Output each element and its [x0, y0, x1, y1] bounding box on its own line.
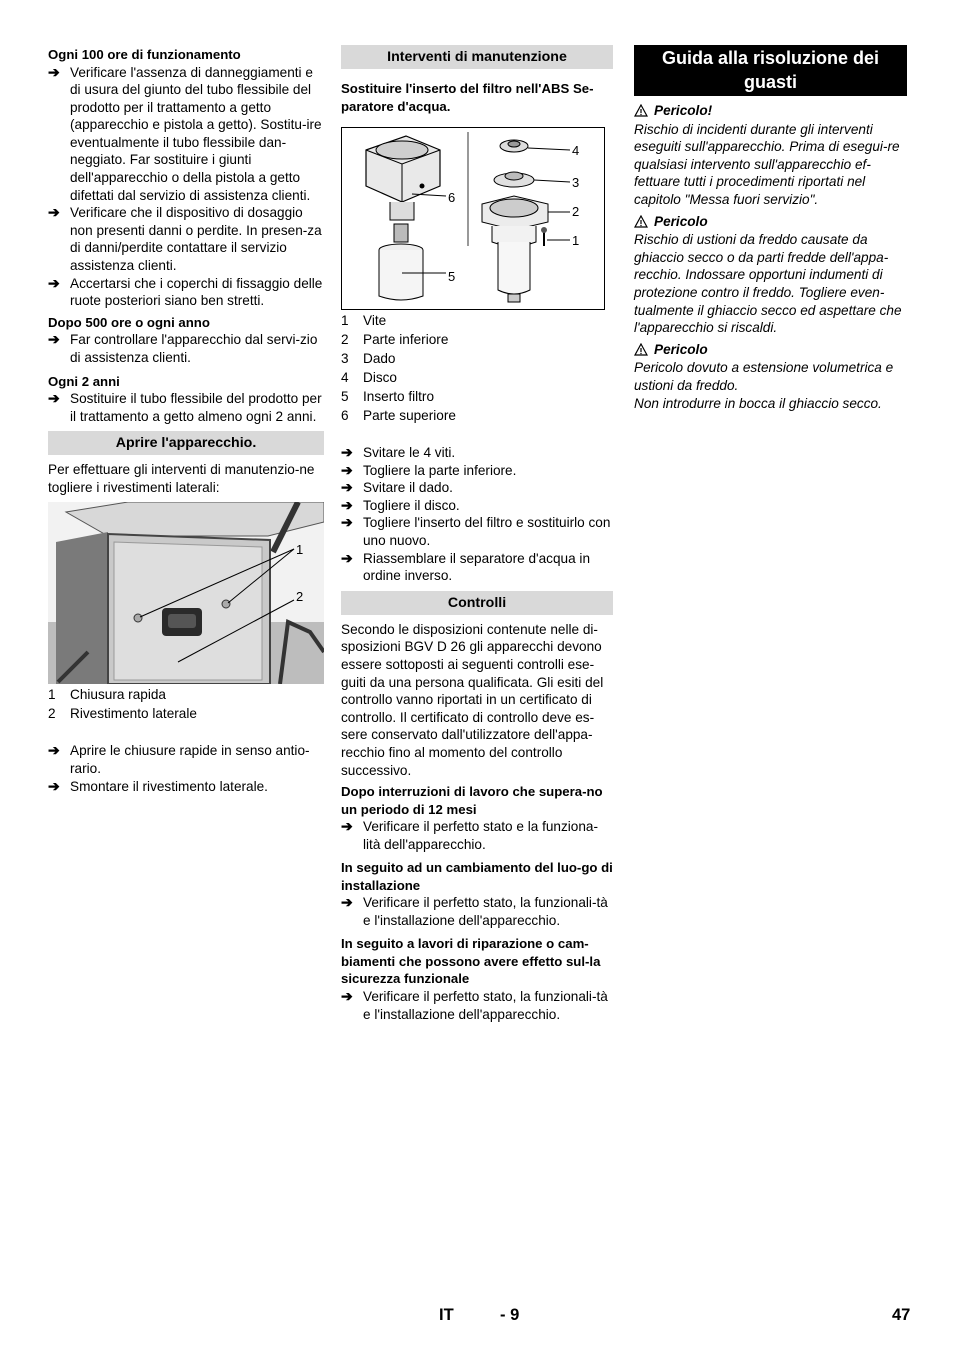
legend-item [341, 331, 613, 350]
warning-text: Pericolo dovuto a estensione volumetrica e ustioni da freddo. [634, 360, 894, 393]
right-arrow-icon: ➔ [341, 479, 353, 496]
legend-number: 2 [48, 706, 56, 722]
step-text: Togliere l'inserto del filtro e sostituirlo con uno nuovo. [363, 515, 611, 548]
step-list [341, 444, 613, 585]
warning-heading [634, 213, 907, 231]
legend-number: 1 [48, 687, 56, 703]
step-item [341, 818, 613, 853]
legend-item [341, 388, 613, 407]
warning-heading [634, 341, 907, 359]
figure-legend [48, 686, 324, 724]
step-text: Riassemblare il separatore d'acqua in ordine inverso. [363, 550, 591, 584]
diagram-callout-3: 3 [572, 175, 580, 190]
section-heading: Ogni 100 ore di funzionamento [48, 47, 241, 62]
section-heading: Dopo 500 ore o ogni anno [48, 314, 210, 330]
step-item [48, 204, 324, 274]
step-text: Verificare il perfetto stato, la funzionali-tà e l'installazione dell'apparecchio. [363, 895, 608, 928]
step-text: Verificare il perfetto stato, la funzionali-tà e l'installazione dell'apparecchio. [363, 988, 608, 1022]
filter-diagram-svg [342, 128, 604, 309]
step-item [341, 497, 613, 515]
right-arrow-icon: ➔ [48, 777, 60, 794]
chapter-title: Guida alla risoluzione dei guasti [634, 45, 907, 96]
right-arrow-icon: ➔ [341, 514, 353, 531]
right-arrow-icon: ➔ [341, 818, 353, 835]
controls-case-heading: In seguito a lavori di riparazione o cam-biamenti che possono avere effetto sul-la sicurezza funzionale [341, 936, 601, 987]
section-bar-controls: Controlli [341, 591, 613, 615]
right-arrow-icon: ➔ [341, 987, 353, 1004]
step-list [48, 64, 324, 310]
step-item [341, 514, 613, 549]
right-arrow-icon: ➔ [341, 444, 353, 460]
right-arrow-icon: ➔ [341, 461, 353, 478]
controls-text: Secondo le disposizioni contenute nelle di-sposizioni BGV D 26 gli apparecchi devono essere sottoposti ai seguenti controlli ese-guiti da una persona qualificata. Gli esiti del controllo vanno riportati in un certificato di controllo. Il certificato di controllo deve es-sere conservato dall'utilizzatore dell'appa-recchio fino al momento del controllo successivo. [341, 621, 604, 778]
column-middle [341, 44, 613, 1023]
step-text: Verificare l'assenza di danneggiamenti e di usura del giunto del tubo flessibile del prodotto per il trattamento a getto (apparecchio e pistola a getto). Sostitu-ire eventualmente il tubo flessibile dan-neggiato. Far sostituire i giunti dell'apparecchio o della pistola a getto difettati dal servizio di assistenza clienti. [70, 64, 322, 203]
right-arrow-icon: ➔ [48, 742, 60, 759]
step-item [341, 550, 613, 585]
step-text: Far controllare l'apparecchio dal servi-zio di assistenza clienti. [70, 332, 318, 365]
legend-label: Rivestimento laterale [70, 706, 197, 722]
legend-item [341, 350, 613, 369]
controls-case-heading: Dopo interruzioni di lavoro che supera-no un periodo di 12 mesi [341, 784, 603, 817]
step-item [341, 444, 613, 462]
legend-label: Dado [363, 351, 396, 366]
section-heading: Ogni 2 anni [48, 373, 120, 389]
step-item [48, 64, 324, 205]
legend-label: Vite [363, 313, 387, 328]
legend-item [341, 407, 613, 426]
step-list [48, 390, 324, 425]
legend-label: Disco [363, 370, 397, 385]
warning-triangle-icon [634, 104, 648, 117]
step-text: Aprire le chiusure rapide in senso antio-rario. [70, 743, 310, 776]
legend-number: 6 [341, 408, 349, 423]
step-item [48, 331, 324, 366]
diagram-callout-5: 5 [448, 269, 456, 284]
warning-title: Pericolo [654, 341, 708, 357]
warning-title: Pericolo! [654, 103, 713, 118]
legend-item [48, 686, 324, 705]
procedure-heading: Sostituire l'inserto del filtro nell'ABS Se-paratore d'acqua. [341, 81, 594, 114]
legend-label: Inserto filtro [363, 389, 435, 404]
step-text: Svitare il dado. [363, 480, 453, 496]
legend-item [48, 705, 324, 724]
filter-diagram [341, 127, 605, 310]
warning-heading [634, 102, 907, 120]
step-text: Togliere la parte inferiore. [363, 462, 517, 478]
step-item [48, 275, 324, 310]
legend-number: 3 [341, 351, 349, 366]
right-arrow-icon: ➔ [48, 331, 60, 348]
figure-legend [341, 312, 613, 426]
step-text: Togliere il disco. [363, 497, 460, 513]
column-left [48, 44, 324, 795]
legend-number: 4 [341, 370, 349, 385]
controls-case-heading: In seguito ad un cambiamento del luo-go di installazione [341, 860, 613, 893]
right-arrow-icon: ➔ [48, 204, 60, 221]
step-item [341, 479, 613, 497]
warning-text: Rischio di incidenti durante gli interventi eseguiti sull'apparecchio. Prima di esegui-re qualsiasi intervento sull'apparecchio ef-fettuare tutti i procedimenti riportati nel capitolo "Messa fuori servizio". [634, 121, 900, 207]
footer-subpage: - 9 [500, 1306, 520, 1324]
device-photo [48, 502, 324, 684]
step-text: Svitare le 4 viti. [363, 445, 456, 460]
right-arrow-icon: ➔ [341, 549, 353, 566]
legend-label: Parte superiore [363, 408, 456, 423]
right-arrow-icon: ➔ [48, 63, 60, 80]
open-intro: Per effettuare gli interventi di manutenzio-ne togliere i rivestimenti laterali: [48, 462, 315, 495]
step-text: Verificare che il dispositivo di dosaggio non presenti danni o perdite. In presen-za di danni/perdite contattare il servizio assistenza clienti. [70, 205, 322, 274]
legend-label: Parte inferiore [363, 332, 449, 347]
warning-triangle-icon [634, 215, 648, 228]
right-arrow-icon: ➔ [48, 390, 60, 406]
diagram-callout-2: 2 [572, 204, 580, 219]
step-item [341, 462, 613, 480]
warning-title: Pericolo [654, 213, 708, 229]
step-text: Accertarsi che i coperchi di fissaggio delle ruote posteriori siano ben stretti. [70, 275, 323, 309]
section-bar-open: Aprire l'apparecchio. [48, 431, 324, 455]
legend-number: 1 [341, 313, 349, 328]
warning-triangle-icon [634, 343, 648, 356]
right-arrow-icon: ➔ [341, 894, 353, 911]
right-arrow-icon: ➔ [48, 274, 60, 291]
step-item [48, 742, 324, 777]
step-item [341, 894, 613, 929]
diagram-callout-6: 6 [448, 190, 456, 205]
photo-callout-1: 1 [296, 542, 304, 558]
step-list [48, 331, 324, 366]
device-photo-svg [48, 502, 324, 684]
warning-text: Non introdurre in bocca il ghiaccio secco. [634, 395, 882, 411]
legend-number: 2 [341, 332, 349, 347]
step-item [48, 778, 324, 796]
photo-callout-2: 2 [296, 589, 304, 605]
step-text: Verificare il perfetto stato e la funziona-lità dell'apparecchio. [363, 819, 598, 852]
legend-item [341, 369, 613, 388]
step-item [341, 988, 613, 1023]
footer-lang: IT [439, 1306, 454, 1324]
diagram-callout-4: 4 [572, 143, 580, 158]
right-arrow-icon: ➔ [341, 496, 353, 513]
legend-label: Chiusura rapida [70, 687, 166, 703]
section-bar-maintenance: Interventi di manutenzione [341, 45, 613, 69]
column-right [634, 44, 907, 412]
page-number: 47 [892, 1306, 911, 1324]
step-text: Smontare il rivestimento laterale. [70, 778, 268, 794]
step-text: Sostituire il tubo flessibile del prodotto per il trattamento a getto almeno ogni 2 anni. [70, 391, 322, 424]
step-item [48, 390, 324, 425]
diagram-callout-1: 1 [572, 233, 580, 248]
step-list [48, 742, 324, 795]
legend-item [341, 312, 613, 331]
legend-number: 5 [341, 389, 349, 404]
warning-text: Rischio di ustioni da freddo causate da ghiaccio secco o da parti fredde dell'appa-recchio. Indossare opportuni indumenti di protezione contro il freddo. Togliere even-tualmente il ghiaccio secco ed aspettare che l'apparecchio si riscaldi. [634, 232, 902, 336]
